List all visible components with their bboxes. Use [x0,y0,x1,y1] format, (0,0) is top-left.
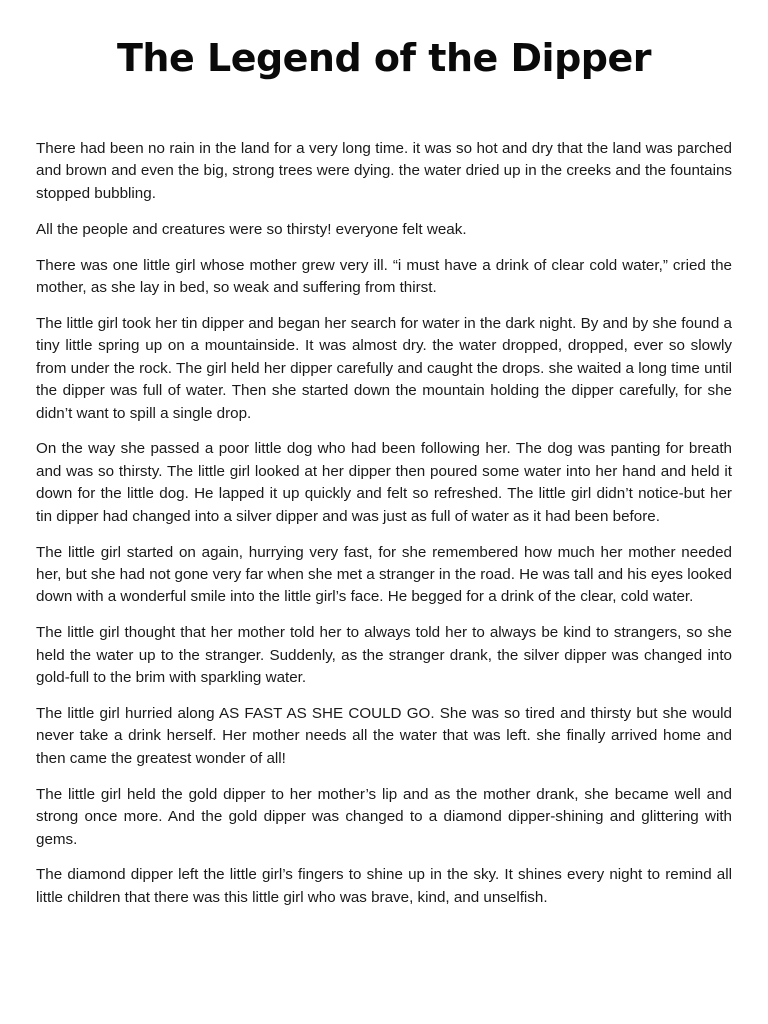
paragraph-1: There had been no rain in the land for a very long time. it was so hot and dry that the land was parched and brown and even the big, strong trees were dying. the water dried up in the creeks and the fountains stopped bubbling. [36,140,732,202]
paragraph-2: All the people and creatures were so thirsty! everyone felt weak. [36,220,467,238]
paragraph-6: The little girl started on again, hurrying very fast, for she remembered how much her mother needed her, but she had not gone very far when she met a stranger in the road. He was tall and his eyes looked down with a wonderful smile into the little girl’s face. He begged for a drink of the clear, cold water. [36,543,732,606]
paragraph-7: The little girl thought that her mother told her to always told her to always be kind to strangers, so she held the water up to the stranger. Suddenly, as the stranger drank, the silver dipper was changed into gold-full to the brim with sparkling water. [36,624,732,687]
paragraph-8: The little girl hurried along AS FAST AS SHE COULD GO. She was so tired and thirsty but she would never take a drink herself. Her mother needs all the water that was left. she finally arrived home and then came the greatest wonder of all! [36,705,732,767]
story-body [36,138,732,909]
paragraph-9: The little girl held the gold dipper to her mother’s lip and as the mother drank, she became well and strong once more. And the gold dipper was changed to a diamond dipper-shining and glittering with gems. [36,785,732,848]
paragraph-10: The diamond dipper left the little girl’s fingers to shine up in the sky. It shines every night to remind all little children that there was this little girl who was brave, kind, and unselfish. [36,866,732,906]
page-title: The Legend of the Dipper [117,36,651,80]
paragraph-5: On the way she passed a poor little dog who had been following her. The dog was panting for breath and was so thirsty. The little girl looked at her dipper then poured some water into her hand and held it down for the little dog. He lapped it up quickly and felt so refreshed. The little girl didn’t notice-but her tin dipper had changed into a silver dipper and was just as full of water as it had been before. [36,440,732,525]
paragraph-3: There was one little girl whose mother grew very ill. “i must have a drink of clear cold water,” cried the mother, as she lay in bed, so weak and suffering from thirst. [36,256,732,297]
paragraph-4: The little girl took her tin dipper and began her search for water in the dark night. By and by she found a tiny little spring up on a mountainside. It was almost dry. the water dropped, dropped, ever so slowly from under the rock. The girl held her dipper carefully and caught the drops. she waited a long time until the dipper was full of water. Then she started down the mountain holding the dipper carefully, for she didn’t want to spill a single drop. [36,314,732,422]
